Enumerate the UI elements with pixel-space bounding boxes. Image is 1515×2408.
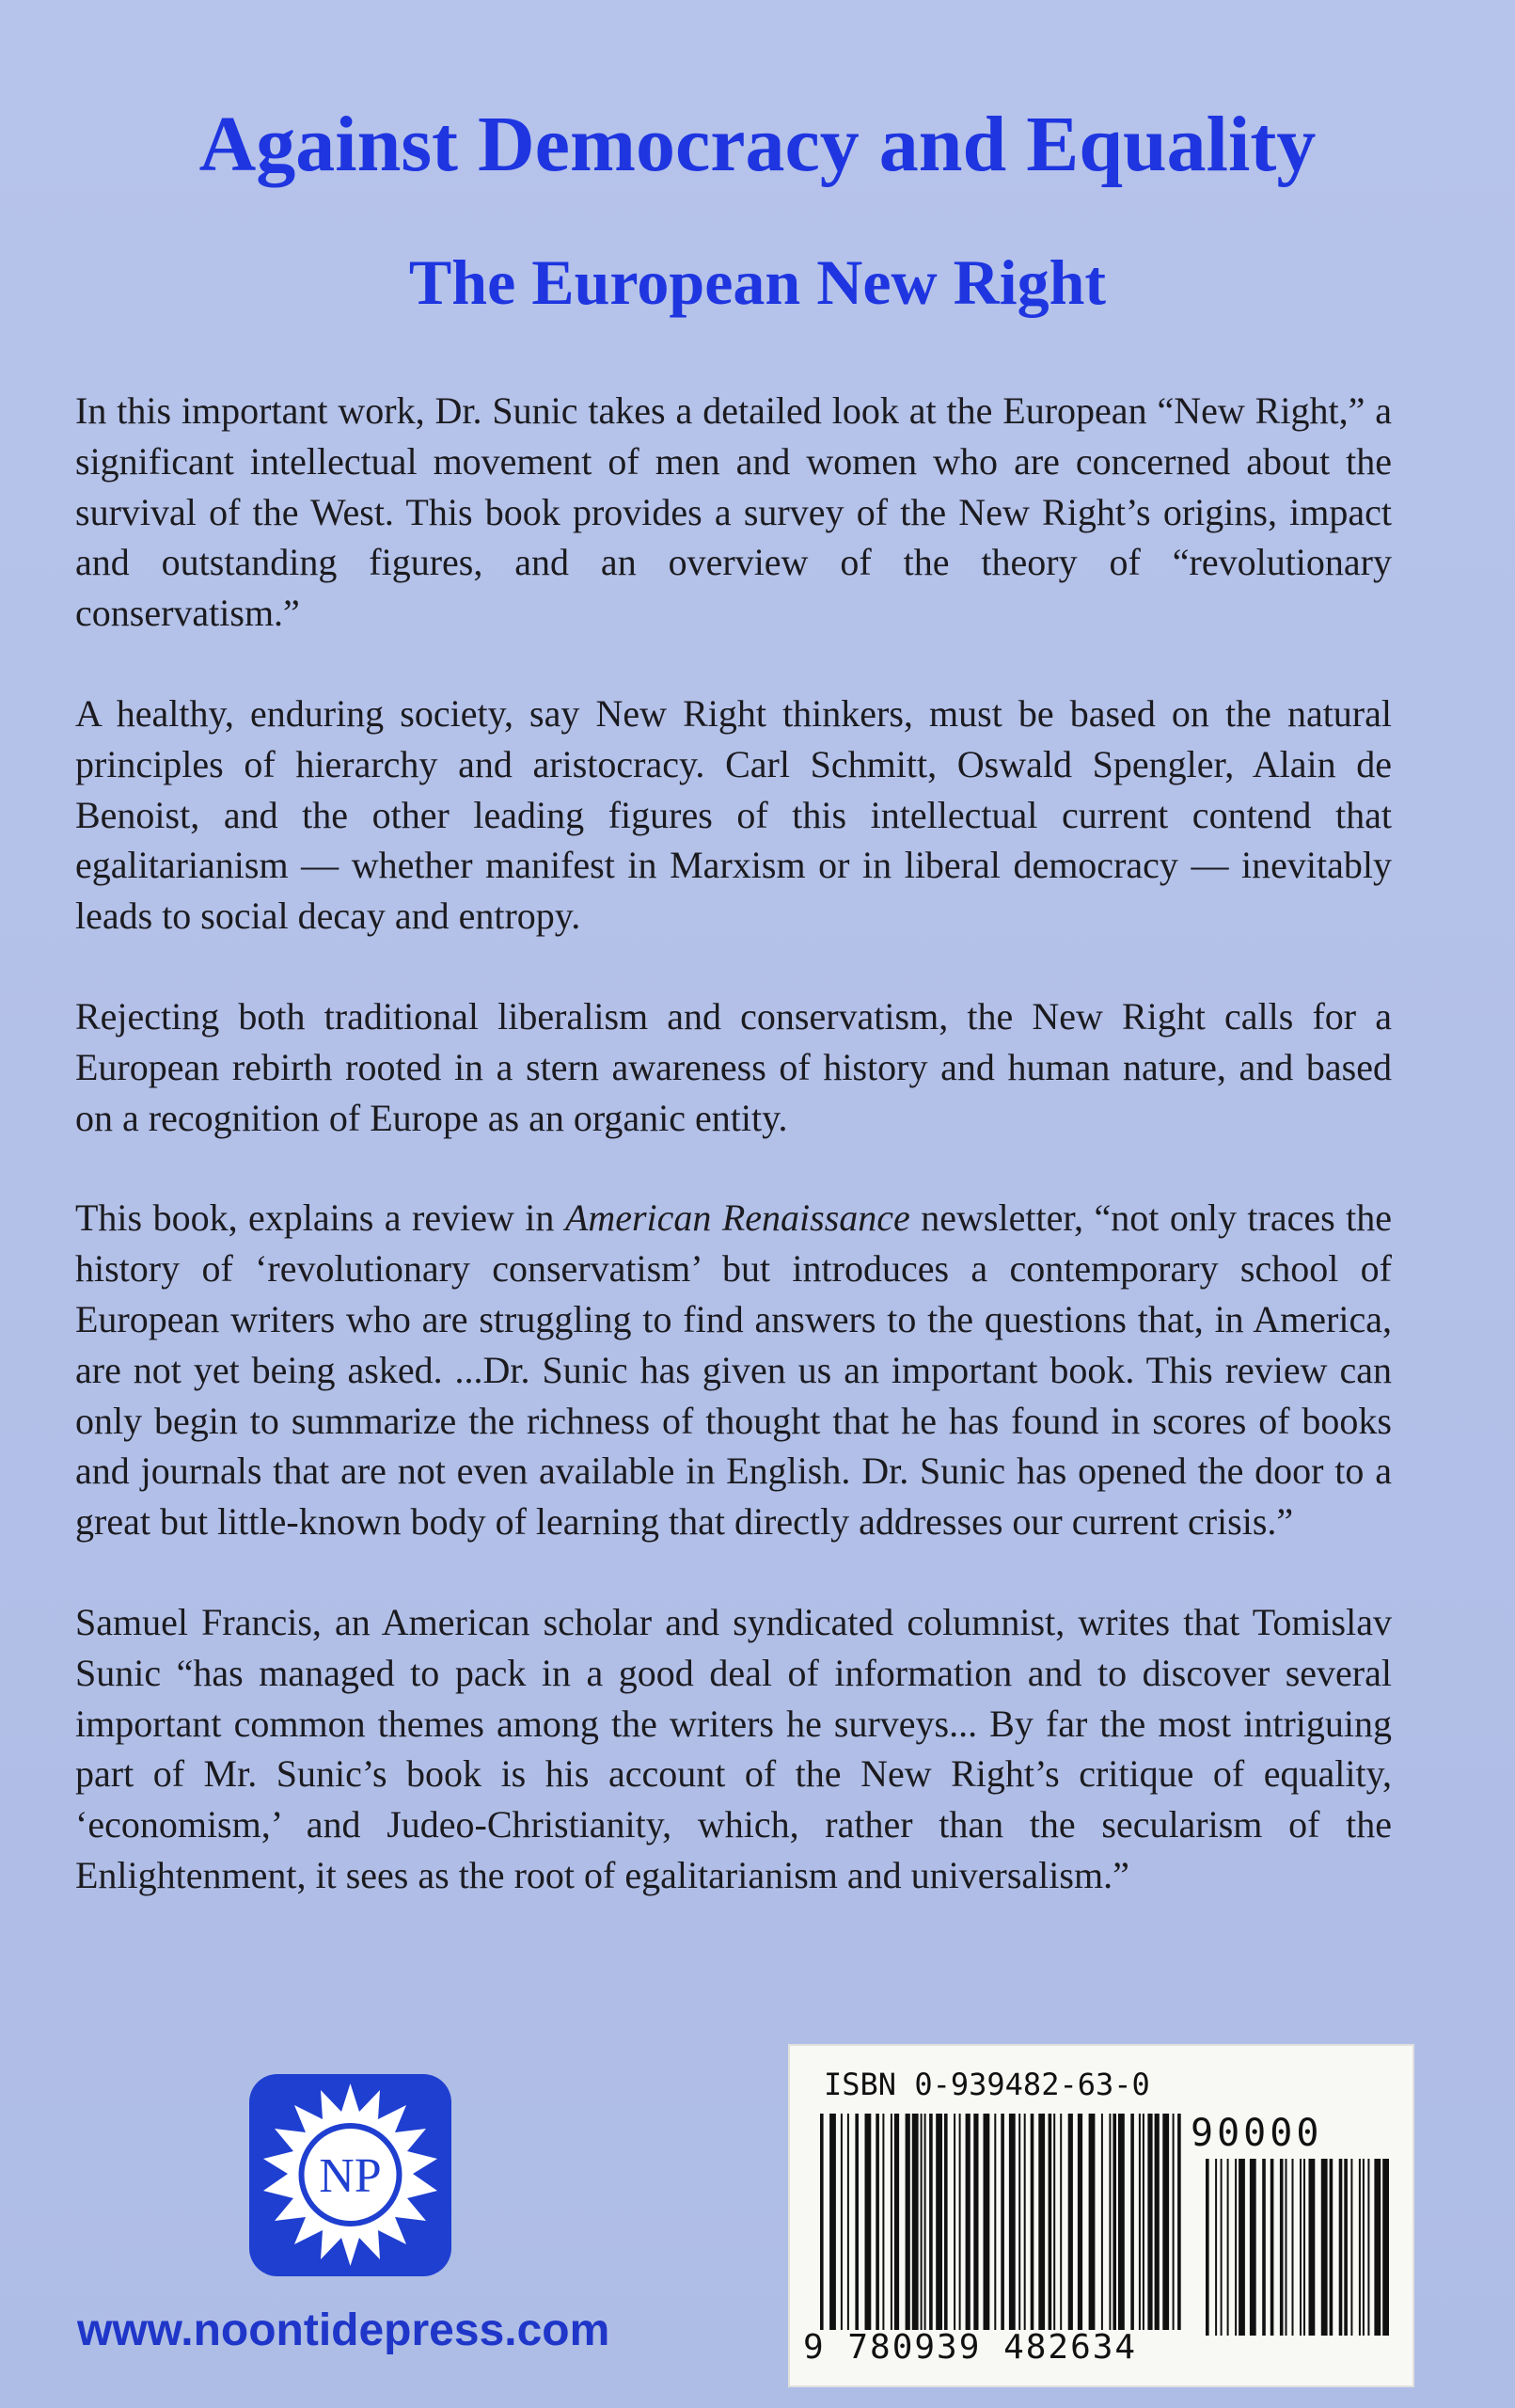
barcode-bar	[1118, 2114, 1125, 2330]
barcode-bar	[1060, 2114, 1062, 2330]
barcode-bar	[1382, 2159, 1389, 2336]
book-subtitle: The European New Right	[408, 246, 1107, 318]
blurb-paragraph-2: A healthy, enduring society, say New Right thinkers, must be based on the natural principles of hierarchy and aristocracy. Carl Schmitt, Oswald Spengler, Alain de Benoist, and the other leading figures of this intellectual current contend that egalitarianism — whether manifest in Marxism or in liberal democracy — inevitably leads to social decay and entropy.	[75, 691, 1392, 938]
barcode-bar	[1339, 2159, 1343, 2336]
barcode-bar	[841, 2114, 843, 2330]
barcode-bar	[1280, 2159, 1284, 2336]
review-intro: This book, explains a review in	[75, 1196, 565, 1240]
barcode-bar	[1001, 2114, 1004, 2330]
barcode-bar	[944, 2114, 948, 2330]
blurb-paragraph-4	[75, 1193, 1392, 1547]
barcode-bar	[1221, 2159, 1223, 2336]
barcode-bar	[876, 2114, 879, 2330]
barcode-bar	[1053, 2114, 1055, 2330]
review-quote: newsletter, “not only traces the history of ‘revolutionary conservatism’ but introduces a contemporary school of European writers who are struggling to find answers to the questions that, in America, are not yet being asked. ...Dr. Sunic has given us an important book. This review can only begin to summarize the richness of thought that he has found in scores of books and journals that are not even available in English. Dr. Sunic has opened the door to a great but little-known body of learning that directly addresses our current crisis.”	[75, 1196, 1393, 1544]
barcode-bar	[1068, 2114, 1073, 2330]
barcode-bar	[912, 2114, 919, 2330]
barcode-bar	[1089, 2114, 1096, 2330]
barcode-bar	[984, 2114, 990, 2330]
barcode-bar	[1173, 2114, 1175, 2330]
barcode-bar	[1330, 2159, 1334, 2336]
barcode-bar	[1206, 2159, 1209, 2336]
barcode-bar	[1162, 2114, 1169, 2330]
addon-number: 90000	[1191, 2112, 1323, 2155]
barcode-bar	[1078, 2114, 1082, 2330]
publication-name: American Renaissance	[564, 1196, 910, 1240]
barcode-bar	[1374, 2159, 1381, 2336]
barcode-bar	[1227, 2159, 1229, 2336]
barcode-bar	[1363, 2159, 1365, 2336]
barcode-bar	[1292, 2159, 1294, 2336]
barcode-bar	[1250, 2159, 1256, 2336]
barcode-bar	[1009, 2114, 1016, 2330]
barcode-bar	[1350, 2159, 1352, 2336]
barcode-bar	[1139, 2114, 1141, 2330]
barcode-bar	[1235, 2159, 1237, 2336]
ean-barcode	[820, 2114, 1187, 2330]
barcode-bar	[829, 2114, 836, 2330]
blurb-text	[75, 386, 1392, 1951]
blurb-paragraph-1: In this important work, Dr. Sunic takes a detailed look at the European “New Right,” a significant intellectual movement of men and women who are concerned about the survival of the West. This book provides a survey of the New Right’s origins, impact and outstanding figures, and an overview of the theory of “revolutionary conservatism.”	[75, 389, 1392, 635]
barcode-bar	[1147, 2114, 1152, 2330]
book-title: Against Democracy and Equality	[198, 101, 1317, 188]
barcode-bar	[959, 2114, 961, 2330]
barcode-bar	[954, 2114, 955, 2330]
barcode-bar	[1239, 2159, 1245, 2336]
barcode-bar	[847, 2114, 849, 2330]
barcode-bar	[1309, 2159, 1316, 2336]
barcode-bar	[921, 2114, 923, 2330]
barcode-panel	[788, 2044, 1414, 2387]
logo-monogram: NP	[319, 2149, 382, 2203]
barcode-bar	[906, 2114, 910, 2330]
barcode-bar	[891, 2114, 892, 2330]
barcode-bar	[994, 2114, 996, 2330]
barcode-bar	[966, 2114, 971, 2330]
barcode-bar	[820, 2114, 824, 2330]
blurb-paragraph-3: Rejecting both traditional liberalism and conservatism, the New Right calls for a European rebirth rooted in a stern awareness of history and human nature, and based on a recognition of Europe as an organic entity.	[75, 994, 1392, 1139]
barcode-bar	[1109, 2114, 1111, 2330]
barcode-bar	[1270, 2159, 1274, 2336]
barcode-bar	[1155, 2114, 1160, 2330]
barcode-bar	[1113, 2114, 1116, 2330]
barcode-bar	[1286, 2159, 1287, 2336]
barcode-bar	[1321, 2159, 1328, 2336]
barcode-bar	[1177, 2114, 1181, 2330]
blurb-paragraph-5: Samuel Francis, an American scholar and syndicated columnist, writes that Tomislav Sunic “has managed to pack in a good deal of information and to discover several important common themes among the writers he surveys... By far the most intriguing part of Mr. Sunic’s book is his account of the New Right’s critique of equality, ‘economism,’ and Judeo-Christianity, which, rather than the secularism of the Enlightenment, it sees as the root of egalitarianism and universalism.”	[75, 1600, 1392, 1896]
barcode-bar	[1215, 2159, 1217, 2336]
barcode-bar	[929, 2114, 933, 2330]
publisher-url[interactable]: www.noontidepress.com	[77, 2305, 610, 2355]
barcode-bar	[1303, 2159, 1305, 2336]
barcode-bar	[1367, 2159, 1369, 2336]
isbn-label: ISBN 0-939482-63-0	[824, 2067, 1150, 2102]
addon-barcode	[1206, 2159, 1390, 2336]
barcode-bar	[1024, 2114, 1026, 2330]
barcode-bar	[1038, 2114, 1045, 2330]
barcode-bar	[1130, 2114, 1134, 2330]
ean-number: 9 780939 482634	[803, 2328, 1138, 2367]
barcode-bar	[1359, 2159, 1361, 2336]
barcode-bar	[924, 2114, 926, 2330]
barcode-bar	[855, 2114, 859, 2330]
barcode-bar	[1300, 2159, 1302, 2336]
barcode-bar	[1262, 2159, 1266, 2336]
barcode-bar	[882, 2114, 884, 2330]
barcode-bar	[936, 2114, 942, 2330]
barcode-bar	[865, 2114, 872, 2330]
barcode-bar	[1018, 2114, 1020, 2330]
publisher-logo	[249, 2074, 451, 2276]
barcode-bar	[1031, 2114, 1034, 2330]
barcode-bar	[894, 2114, 899, 2330]
barcode-bar	[1049, 2114, 1052, 2330]
barcode-bar	[1101, 2114, 1103, 2330]
barcode-bar	[973, 2114, 978, 2330]
barcode-bar	[1344, 2159, 1348, 2336]
barcode-bar	[1143, 2114, 1144, 2330]
